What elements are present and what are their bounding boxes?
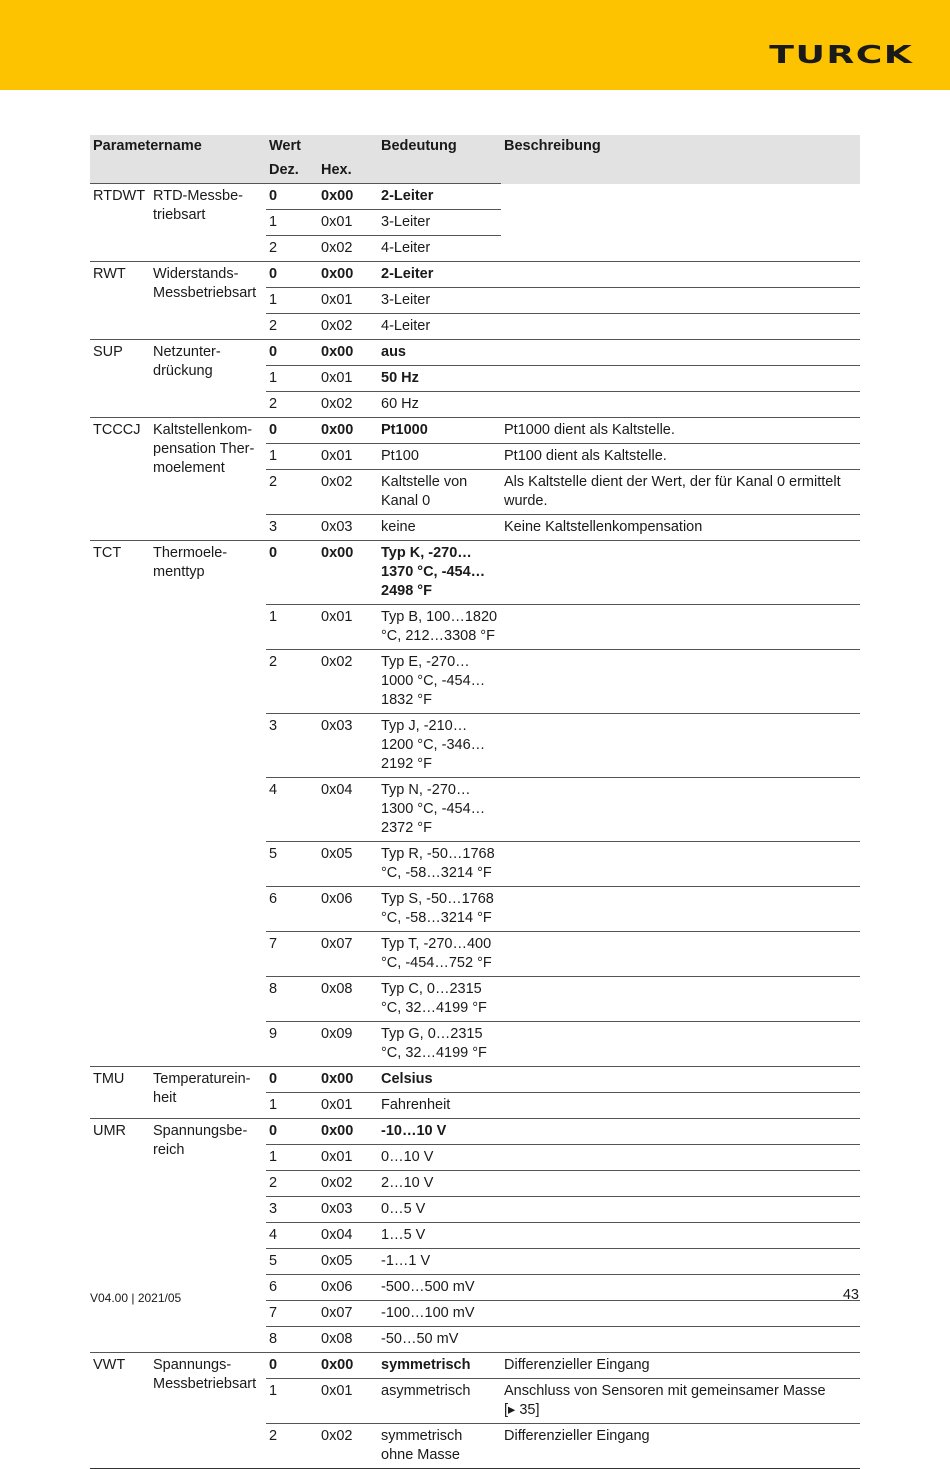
param-name-line: Messbetriebsart bbox=[153, 1376, 257, 1392]
value-dez: 3 bbox=[266, 714, 318, 778]
parameter-table bbox=[90, 135, 860, 1469]
value-bedeutung bbox=[378, 366, 501, 392]
value-dez: 0 bbox=[266, 262, 318, 288]
value-bedeutung bbox=[378, 1067, 501, 1093]
value-beschreibung bbox=[501, 470, 860, 515]
value-hex: 0x01 bbox=[318, 288, 378, 314]
bedeutung-line: 4-Leiter bbox=[381, 240, 431, 256]
table-header-row bbox=[90, 135, 860, 159]
value-beschreibung bbox=[501, 887, 860, 932]
value-dez: 1 bbox=[266, 366, 318, 392]
bedeutung-line: Typ S, -50…1768 °C, -58…3214 °F bbox=[381, 891, 494, 926]
value-hex: 0x03 bbox=[318, 1197, 378, 1223]
value-dez: 2 bbox=[266, 1424, 318, 1469]
value-hex: 0x03 bbox=[318, 515, 378, 541]
value-dez: 1 bbox=[266, 1379, 318, 1424]
value-bedeutung bbox=[378, 340, 501, 366]
value-beschreibung bbox=[501, 714, 860, 778]
value-dez: 1 bbox=[266, 1093, 318, 1119]
value-bedeutung bbox=[378, 1145, 501, 1171]
value-bedeutung bbox=[378, 418, 501, 444]
table-row bbox=[90, 1067, 860, 1093]
param-name-line: Spannungsbe- bbox=[153, 1123, 248, 1139]
value-beschreibung bbox=[501, 184, 860, 210]
header-bedeutung: Bedeutung bbox=[378, 135, 501, 159]
value-beschreibung bbox=[501, 1379, 860, 1424]
value-beschreibung bbox=[501, 605, 860, 650]
value-hex: 0x08 bbox=[318, 977, 378, 1022]
beschreibung-line: [▸ 35] bbox=[504, 1402, 540, 1418]
value-bedeutung bbox=[378, 1197, 501, 1223]
value-beschreibung bbox=[501, 650, 860, 714]
table-body bbox=[90, 184, 860, 1469]
value-beschreibung bbox=[501, 515, 860, 541]
bedeutung-line: Typ R, -50…1768 °C, -58…3214 °F bbox=[381, 846, 495, 881]
value-beschreibung bbox=[501, 1424, 860, 1469]
value-beschreibung bbox=[501, 1145, 860, 1171]
bedeutung-line: 60 Hz bbox=[381, 396, 419, 412]
header-bar bbox=[0, 0, 950, 90]
value-bedeutung bbox=[378, 236, 501, 262]
value-hex: 0x01 bbox=[318, 210, 378, 236]
value-hex: 0x07 bbox=[318, 1301, 378, 1327]
value-beschreibung bbox=[501, 842, 860, 887]
value-hex: 0x05 bbox=[318, 842, 378, 887]
value-dez: 9 bbox=[266, 1022, 318, 1067]
beschreibung-line: Als Kaltstelle dient der Wert, der für Kanal 0 ermittelt bbox=[504, 474, 841, 490]
bedeutung-line: Typ C, 0…2315 °C, 32…4199 °F bbox=[381, 981, 487, 1016]
value-beschreibung bbox=[501, 1327, 860, 1353]
value-hex: 0x00 bbox=[318, 541, 378, 605]
param-abbr: RWT bbox=[90, 262, 150, 340]
value-hex: 0x08 bbox=[318, 1327, 378, 1353]
header-empty bbox=[501, 159, 860, 184]
value-bedeutung bbox=[378, 1022, 501, 1067]
value-dez: 1 bbox=[266, 444, 318, 470]
value-hex: 0x02 bbox=[318, 650, 378, 714]
value-hex: 0x00 bbox=[318, 1119, 378, 1145]
bedeutung-line: Kaltstelle von bbox=[381, 474, 468, 490]
header-param-name: Parametername bbox=[90, 135, 266, 159]
value-bedeutung bbox=[378, 977, 501, 1022]
bedeutung-line: symmetrisch bbox=[381, 1357, 471, 1373]
value-dez: 2 bbox=[266, 314, 318, 340]
param-abbr: TMU bbox=[90, 1067, 150, 1119]
param-name-line: triebsart bbox=[153, 207, 206, 223]
value-hex: 0x00 bbox=[318, 1353, 378, 1379]
value-hex: 0x02 bbox=[318, 314, 378, 340]
value-hex: 0x00 bbox=[318, 184, 378, 210]
bedeutung-line: 1…5 V bbox=[381, 1227, 426, 1243]
value-bedeutung bbox=[378, 1424, 501, 1469]
beschreibung-line: Pt100 dient als Kaltstelle. bbox=[504, 448, 667, 464]
table-row bbox=[90, 262, 860, 288]
param-abbr: TCT bbox=[90, 541, 150, 1067]
beschreibung-line: wurde. bbox=[504, 493, 548, 509]
bedeutung-line: 2…10 V bbox=[381, 1175, 434, 1191]
value-hex: 0x01 bbox=[318, 444, 378, 470]
value-dez: 2 bbox=[266, 470, 318, 515]
value-hex: 0x00 bbox=[318, 340, 378, 366]
bedeutung-line: ohne Masse bbox=[381, 1447, 460, 1463]
value-beschreibung bbox=[501, 1119, 860, 1145]
value-dez: 5 bbox=[266, 1249, 318, 1275]
param-abbr: RTDWT bbox=[90, 184, 150, 262]
value-bedeutung bbox=[378, 314, 501, 340]
value-beschreibung bbox=[501, 366, 860, 392]
value-dez: 1 bbox=[266, 288, 318, 314]
value-beschreibung bbox=[501, 1067, 860, 1093]
bedeutung-line: aus bbox=[381, 344, 406, 360]
value-bedeutung bbox=[378, 1171, 501, 1197]
value-bedeutung bbox=[378, 288, 501, 314]
beschreibung-line: Pt1000 dient als Kaltstelle. bbox=[504, 422, 675, 438]
param-name-line: Messbetriebsart bbox=[153, 285, 257, 301]
value-dez: 2 bbox=[266, 392, 318, 418]
bedeutung-line: asymmetrisch bbox=[381, 1383, 471, 1399]
bedeutung-line: -50…50 mV bbox=[381, 1331, 459, 1347]
value-bedeutung bbox=[378, 541, 501, 605]
param-name bbox=[150, 418, 266, 541]
value-hex: 0x02 bbox=[318, 1424, 378, 1469]
value-bedeutung bbox=[378, 650, 501, 714]
param-abbr: SUP bbox=[90, 340, 150, 418]
value-bedeutung bbox=[378, 932, 501, 977]
param-name-line: Thermoele- bbox=[153, 545, 228, 561]
value-dez: 0 bbox=[266, 184, 318, 210]
param-name-line: RTD-Messbe- bbox=[153, 188, 243, 204]
value-hex: 0x02 bbox=[318, 392, 378, 418]
bedeutung-line: Typ K, -270…1370 °C, -454…2498 °F bbox=[381, 545, 486, 599]
value-bedeutung bbox=[378, 392, 501, 418]
param-name-line: Spannungs- bbox=[153, 1357, 232, 1373]
value-beschreibung bbox=[501, 778, 860, 842]
param-name-line: Widerstands- bbox=[153, 266, 239, 282]
header-beschreibung: Beschreibung bbox=[501, 135, 860, 159]
value-bedeutung bbox=[378, 778, 501, 842]
value-dez: 2 bbox=[266, 1171, 318, 1197]
param-name-line: Netzunter- bbox=[153, 344, 221, 360]
bedeutung-line: Fahrenheit bbox=[381, 1097, 451, 1113]
header-dez: Dez. bbox=[266, 159, 318, 184]
value-hex: 0x03 bbox=[318, 714, 378, 778]
beschreibung-line: Differenzieller Eingang bbox=[504, 1428, 650, 1444]
value-beschreibung bbox=[501, 210, 860, 236]
value-beschreibung bbox=[501, 1197, 860, 1223]
param-abbr: VWT bbox=[90, 1353, 150, 1469]
header-empty bbox=[90, 159, 266, 184]
value-dez: 0 bbox=[266, 1119, 318, 1145]
bedeutung-line: 2-Leiter bbox=[381, 266, 434, 282]
value-bedeutung bbox=[378, 210, 501, 236]
value-beschreibung bbox=[501, 418, 860, 444]
bedeutung-line: 2-Leiter bbox=[381, 188, 434, 204]
value-dez: 0 bbox=[266, 418, 318, 444]
table-subheader-row bbox=[90, 159, 860, 184]
value-bedeutung bbox=[378, 262, 501, 288]
value-dez: 8 bbox=[266, 1327, 318, 1353]
bedeutung-line: 0…10 V bbox=[381, 1149, 434, 1165]
value-dez: 4 bbox=[266, 778, 318, 842]
value-dez: 7 bbox=[266, 1301, 318, 1327]
value-beschreibung bbox=[501, 1249, 860, 1275]
page-number: 43 bbox=[842, 1287, 859, 1303]
table-row bbox=[90, 1119, 860, 1145]
value-bedeutung bbox=[378, 887, 501, 932]
beschreibung-line: Keine Kaltstellenkompensation bbox=[504, 519, 703, 535]
param-name-line: reich bbox=[153, 1142, 185, 1158]
value-hex: 0x01 bbox=[318, 1145, 378, 1171]
value-hex: 0x02 bbox=[318, 236, 378, 262]
bedeutung-line: 0…5 V bbox=[381, 1201, 426, 1217]
beschreibung-line: Anschluss von Sensoren mit gemeinsamer Masse bbox=[504, 1383, 826, 1399]
value-bedeutung bbox=[378, 1379, 501, 1424]
value-dez: 1 bbox=[266, 605, 318, 650]
param-name-line: drückung bbox=[153, 363, 213, 379]
param-name bbox=[150, 262, 266, 340]
value-dez: 2 bbox=[266, 236, 318, 262]
value-beschreibung bbox=[501, 288, 860, 314]
bedeutung-line: Typ E, -270…1000 °C, -454…1832 °F bbox=[381, 654, 486, 708]
value-beschreibung bbox=[501, 932, 860, 977]
param-name-line: menttyp bbox=[153, 564, 205, 580]
bedeutung-line: 3-Leiter bbox=[381, 292, 431, 308]
value-beschreibung bbox=[501, 1301, 860, 1327]
value-beschreibung bbox=[501, 1093, 860, 1119]
value-bedeutung bbox=[378, 1353, 501, 1379]
value-bedeutung bbox=[378, 1093, 501, 1119]
value-dez: 0 bbox=[266, 1067, 318, 1093]
value-bedeutung bbox=[378, 444, 501, 470]
value-hex: 0x07 bbox=[318, 932, 378, 977]
param-name-line: Temperaturein- bbox=[153, 1071, 251, 1087]
value-dez: 6 bbox=[266, 887, 318, 932]
value-beschreibung bbox=[501, 392, 860, 418]
bedeutung-line: Typ T, -270…400 °C, -454…752 °F bbox=[381, 936, 492, 971]
bedeutung-line: Typ G, 0…2315 °C, 32…4199 °F bbox=[381, 1026, 487, 1061]
header-empty bbox=[378, 159, 501, 184]
bedeutung-line: 4-Leiter bbox=[381, 318, 431, 334]
param-name bbox=[150, 1353, 266, 1469]
value-hex: 0x01 bbox=[318, 1379, 378, 1424]
value-dez: 5 bbox=[266, 842, 318, 887]
value-beschreibung bbox=[501, 236, 860, 262]
value-bedeutung bbox=[378, 515, 501, 541]
bedeutung-line: Typ N, -270…1300 °C, -454…2372 °F bbox=[381, 782, 486, 836]
value-hex: 0x02 bbox=[318, 1171, 378, 1197]
param-name bbox=[150, 340, 266, 418]
value-beschreibung bbox=[501, 1171, 860, 1197]
header-wert: Wert bbox=[266, 135, 378, 159]
value-beschreibung bbox=[501, 314, 860, 340]
bedeutung-line: 50 Hz bbox=[381, 370, 419, 386]
value-hex: 0x06 bbox=[318, 887, 378, 932]
bedeutung-line: Typ B, 100…1820 °C, 212…3308 °F bbox=[381, 609, 498, 644]
bedeutung-line: Celsius bbox=[381, 1071, 433, 1087]
value-dez: 1 bbox=[266, 1145, 318, 1171]
value-beschreibung bbox=[501, 1275, 860, 1301]
value-dez: 0 bbox=[266, 541, 318, 605]
value-beschreibung bbox=[501, 1223, 860, 1249]
value-dez: 0 bbox=[266, 1353, 318, 1379]
bedeutung-line: Kanal 0 bbox=[381, 493, 431, 509]
value-hex: 0x01 bbox=[318, 366, 378, 392]
param-name-line: heit bbox=[153, 1090, 177, 1106]
value-hex: 0x05 bbox=[318, 1249, 378, 1275]
beschreibung-line: Differenzieller Eingang bbox=[504, 1357, 650, 1373]
value-hex: 0x02 bbox=[318, 470, 378, 515]
value-bedeutung bbox=[378, 470, 501, 515]
value-bedeutung bbox=[378, 714, 501, 778]
bedeutung-line: -10…10 V bbox=[381, 1123, 447, 1139]
value-bedeutung bbox=[378, 1275, 501, 1301]
bedeutung-line: Typ J, -210…1200 °C, -346…2192 °F bbox=[381, 718, 486, 772]
value-hex: 0x01 bbox=[318, 605, 378, 650]
bedeutung-line: Pt1000 bbox=[381, 422, 428, 438]
value-bedeutung bbox=[378, 605, 501, 650]
bedeutung-line: symmetrisch bbox=[381, 1428, 463, 1444]
table-row bbox=[90, 418, 860, 444]
value-beschreibung bbox=[501, 340, 860, 366]
table-row bbox=[90, 184, 860, 210]
value-beschreibung bbox=[501, 541, 860, 605]
bedeutung-line: -100…100 mV bbox=[381, 1305, 475, 1321]
param-name bbox=[150, 184, 266, 262]
param-abbr: UMR bbox=[90, 1119, 150, 1353]
value-dez: 4 bbox=[266, 1223, 318, 1249]
value-dez: 7 bbox=[266, 932, 318, 977]
param-abbr: TCCCJ bbox=[90, 418, 150, 541]
value-bedeutung bbox=[378, 1301, 501, 1327]
value-bedeutung bbox=[378, 1223, 501, 1249]
header-hex: Hex. bbox=[318, 159, 378, 184]
value-dez: 3 bbox=[266, 515, 318, 541]
value-bedeutung bbox=[378, 184, 501, 210]
value-dez: 3 bbox=[266, 1197, 318, 1223]
table-row bbox=[90, 1353, 860, 1379]
param-name-line: pensation Ther- bbox=[153, 441, 255, 457]
value-bedeutung bbox=[378, 1327, 501, 1353]
turck-logo: TURCK bbox=[768, 40, 913, 69]
value-hex: 0x04 bbox=[318, 778, 378, 842]
value-beschreibung bbox=[501, 444, 860, 470]
param-name bbox=[150, 1119, 266, 1353]
value-beschreibung bbox=[501, 977, 860, 1022]
value-hex: 0x04 bbox=[318, 1223, 378, 1249]
value-hex: 0x06 bbox=[318, 1275, 378, 1301]
value-bedeutung bbox=[378, 842, 501, 887]
bedeutung-line: 3-Leiter bbox=[381, 214, 431, 230]
value-dez: 1 bbox=[266, 210, 318, 236]
param-name bbox=[150, 541, 266, 1067]
value-hex: 0x00 bbox=[318, 1067, 378, 1093]
value-beschreibung bbox=[501, 262, 860, 288]
value-hex: 0x00 bbox=[318, 418, 378, 444]
bedeutung-line: -500…500 mV bbox=[381, 1279, 475, 1295]
value-hex: 0x09 bbox=[318, 1022, 378, 1067]
value-beschreibung bbox=[501, 1022, 860, 1067]
param-name bbox=[150, 1067, 266, 1119]
value-dez: 6 bbox=[266, 1275, 318, 1301]
table-row bbox=[90, 541, 860, 605]
footer-version: V04.00 | 2021/05 bbox=[90, 1291, 182, 1305]
value-beschreibung bbox=[501, 1353, 860, 1379]
value-dez: 0 bbox=[266, 340, 318, 366]
bedeutung-line: -1…1 V bbox=[381, 1253, 431, 1269]
value-hex: 0x00 bbox=[318, 262, 378, 288]
bedeutung-line: keine bbox=[381, 519, 416, 535]
value-dez: 2 bbox=[266, 650, 318, 714]
value-dez: 8 bbox=[266, 977, 318, 1022]
value-hex: 0x01 bbox=[318, 1093, 378, 1119]
bedeutung-line: Pt100 bbox=[381, 448, 419, 464]
param-name-line: Kaltstellenkom- bbox=[153, 422, 253, 438]
value-bedeutung bbox=[378, 1249, 501, 1275]
table-row bbox=[90, 340, 860, 366]
param-name-line: moelement bbox=[153, 460, 225, 476]
value-bedeutung bbox=[378, 1119, 501, 1145]
